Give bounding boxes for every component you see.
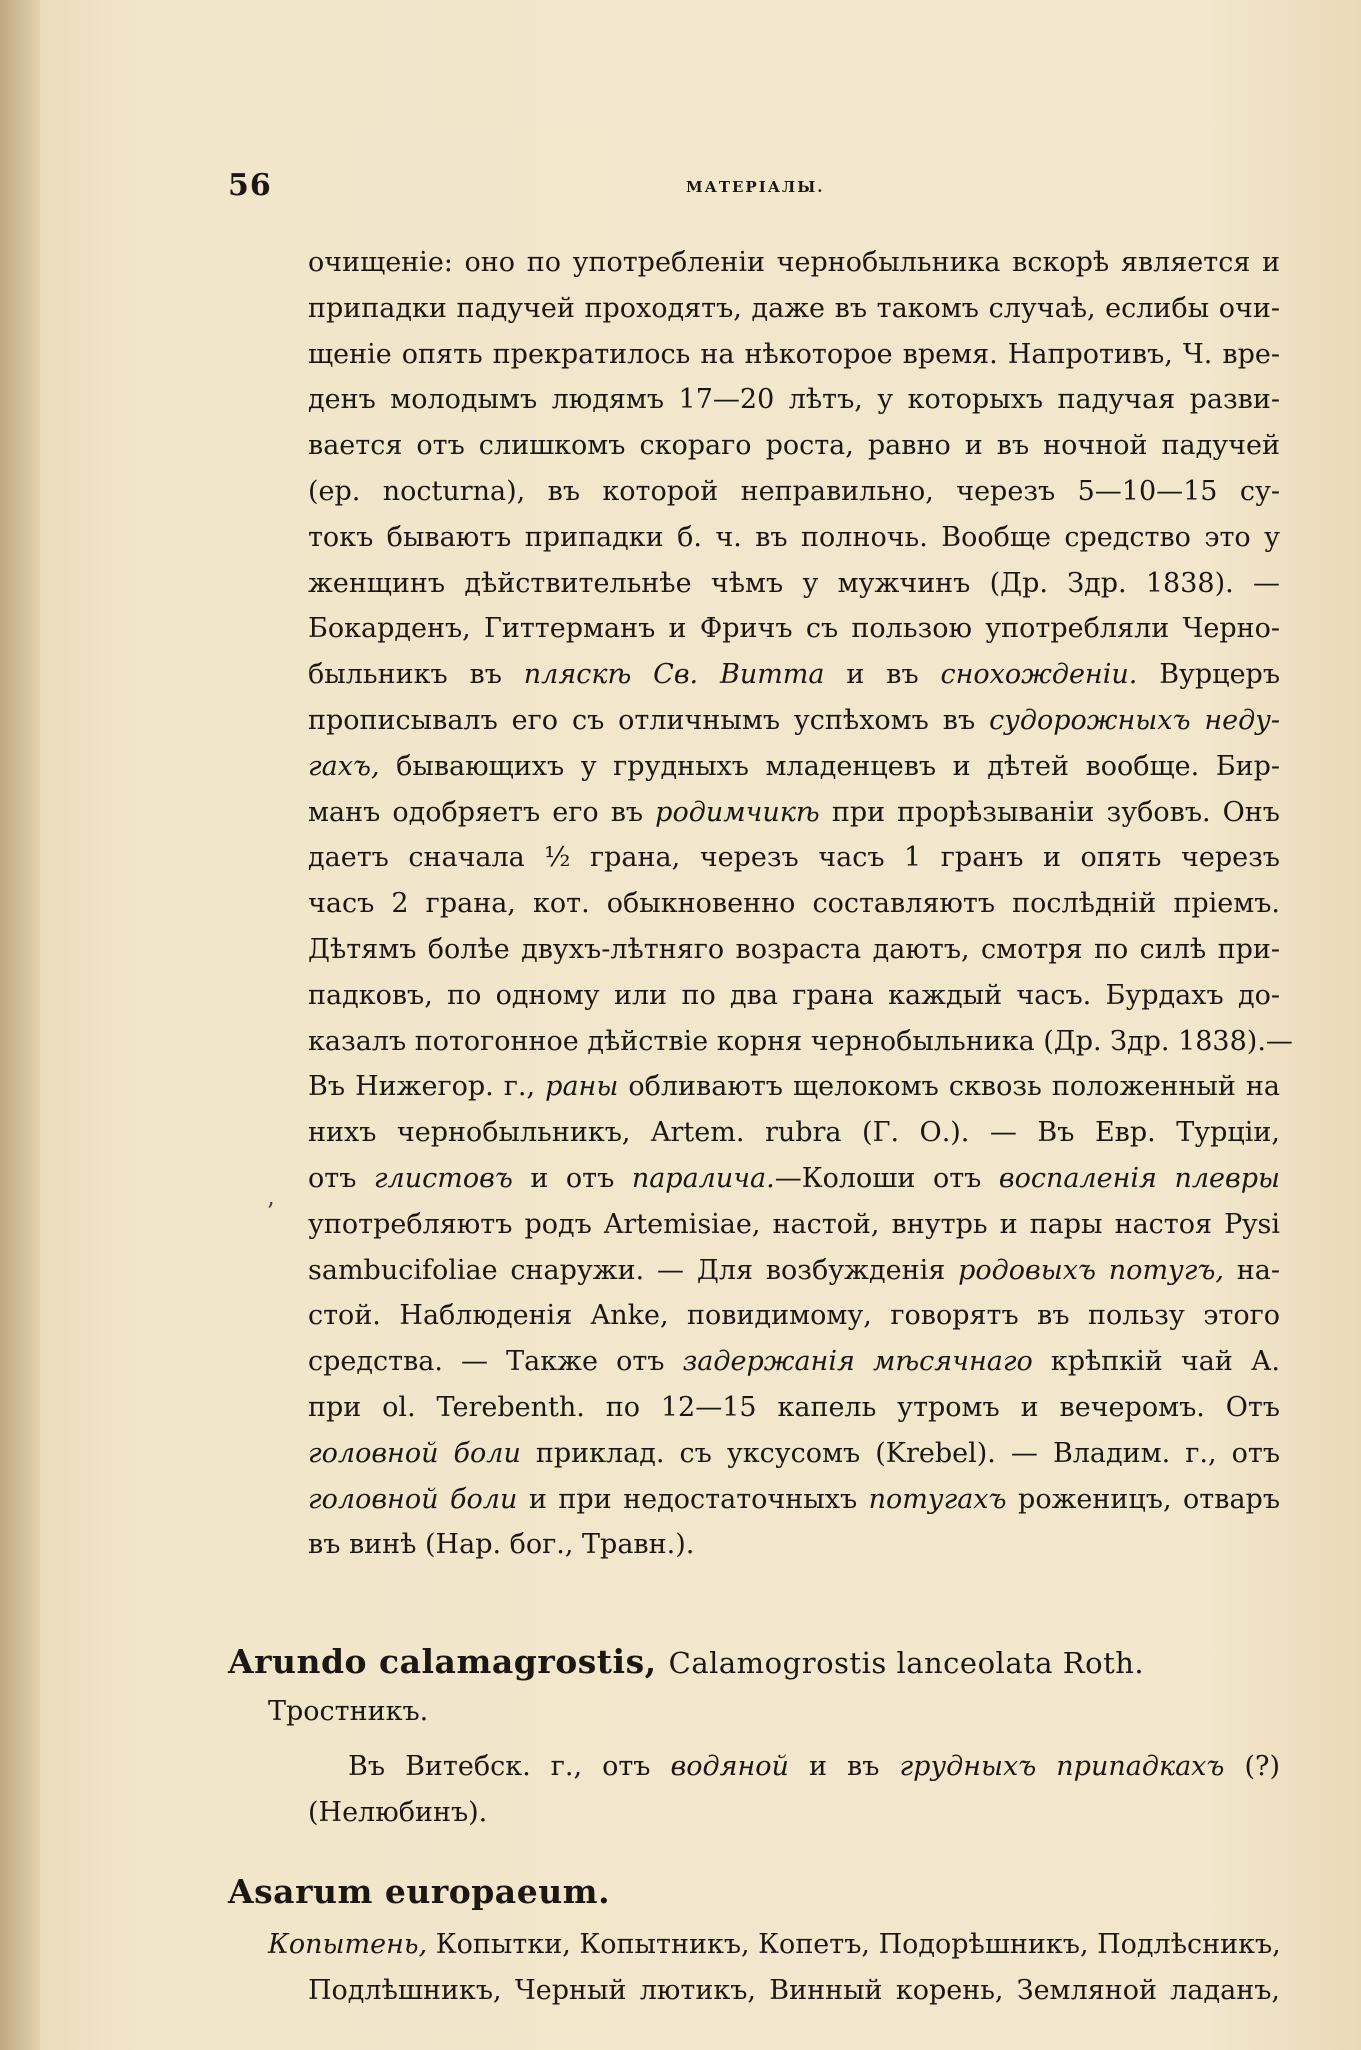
entry-text-line: Копытень, Копытки, Копытникъ, Копетъ, Подорѣшникъ, Подлѣсникъ, — [268, 1929, 1281, 1960]
text-line: очищеніе: оно по употребленіи чернобыльника вскорѣ является и — [308, 247, 1280, 278]
text-line: щеніе опять прекратилось на нѣкоторое время. Напротивъ, Ч. вре- — [308, 338, 1280, 370]
text-line: прописывалъ его съ отличнымъ успѣхомъ въ судорожныхъ неду- — [308, 704, 1281, 736]
text-line: часъ 2 грана, кот. обыкновенно составляютъ послѣдній пріемъ. — [308, 888, 1280, 920]
entry-text-line: Подлѣшникъ, Черный лютикъ, Винный корень, Земляной ладанъ, — [308, 1975, 1280, 2006]
italic-term: водяной — [670, 1751, 789, 1782]
text-line: въ винѣ (Нар. бог., Травн.). — [308, 1529, 695, 1561]
text-line: Бокарденъ, Гиттерманъ и Фричъ съ пользою употребляли Черно- — [308, 613, 1280, 645]
entry-title-arundo — [228, 1642, 1144, 1681]
italic-term: гахъ, — [308, 750, 380, 782]
italic-term: головной боли — [308, 1483, 518, 1515]
italic-term: родимчикѣ — [655, 796, 820, 828]
entry-latin-name: Asarum europaeum. — [228, 1872, 611, 1911]
entry-title-asarum — [228, 1872, 610, 1911]
italic-term: пляскѣ Св. Витта — [523, 659, 825, 691]
text-line: головной боли и при недостаточныхъ потугахъ роженицъ, отваръ — [308, 1483, 1281, 1515]
italic-term: глистовъ — [373, 1162, 513, 1194]
text-line: sambucifoliae снаружи. — Для возбужденія родовыхъ потугъ, на- — [308, 1254, 1280, 1286]
entry-common-name: Тростникъ. — [268, 1696, 429, 1727]
entry-synonym: Calamogrostis lanceolata Roth. — [668, 1646, 1145, 1680]
text-line: средства. — Также отъ задержанія мѣсячнаго крѣпкій чай А. — [308, 1346, 1280, 1378]
italic-term: головной боли — [308, 1437, 521, 1469]
italic-term: родовыхъ потугъ, — [958, 1254, 1224, 1286]
main-paragraph — [308, 240, 1293, 1568]
text-line: денъ молодымъ людямъ 17—20 лѣтъ, у которыхъ падучая разви- — [308, 384, 1280, 416]
text-line: гахъ, бывающихъ у грудныхъ младенцевъ и дѣтей вообще. Бир- — [308, 750, 1280, 782]
text-line: при ol. Terebenth. по 12—15 капель утромъ и вечеромъ. Отъ — [308, 1391, 1280, 1423]
running-head: МАТЕРІАЛЫ. — [686, 178, 825, 196]
margin-mark: ʼ — [266, 1198, 274, 1226]
entry-text-line: (Нелюбинъ). — [308, 1797, 488, 1828]
entry-latin-name: Arundo calamagrostis, — [228, 1642, 657, 1681]
text-line: употребляютъ родъ Artemisiae, настой, внутрь и пары настоя Pysi — [308, 1208, 1280, 1240]
text-line: казалъ потогонное дѣйствіе корня чернобыльника (Др. Здр. 1838).— — [308, 1025, 1293, 1057]
text-line: Въ Нижегор. г., раны обливаютъ щелокомъ сквозь положенный на — [308, 1071, 1280, 1103]
entry-body-asarum — [268, 1922, 1280, 2014]
text-line: манъ одобряетъ его въ родимчикѣ при прорѣзываніи зубовъ. Онъ — [308, 796, 1280, 828]
page-number: 56 — [228, 168, 272, 203]
italic-term: задержанія мѣсячнаго — [682, 1346, 1033, 1378]
book-spine-shadow — [0, 0, 40, 2050]
text-line: отъ глистовъ и отъ паралича.—Колоши отъ воспаленія плевры — [308, 1162, 1280, 1194]
entry-body-arundo — [308, 1744, 1280, 1836]
italic-term: раны — [545, 1071, 619, 1103]
italic-term: грудныхъ припадкахъ — [899, 1751, 1225, 1782]
entry-text-line: Въ Витебск. г., отъ водяной и въ грудныхъ припадкахъ (?) — [348, 1751, 1280, 1782]
italic-term: судорожныхъ неду- — [989, 704, 1281, 736]
text-line: токъ бываютъ припадки б. ч. въ полночь. Вообще средство это у — [308, 521, 1280, 553]
italic-term: потугахъ — [868, 1483, 1007, 1515]
text-line: головной боли приклад. съ уксусомъ (Krebel). — Владим. г., отъ — [308, 1437, 1280, 1469]
text-line: вается отъ слишкомъ скораго роста, равно и въ ночной падучей — [308, 430, 1280, 462]
text-line: (ер. nocturna), въ которой неправильно, черезъ 5—10—15 су- — [308, 475, 1280, 507]
text-line: стой. Наблюденія Anke, повидимому, говорятъ въ пользу этого — [308, 1300, 1280, 1332]
text-line: даетъ сначала ½ грана, черезъ часъ 1 гранъ и опять черезъ — [308, 842, 1280, 874]
text-line: нихъ чернобыльникъ, Artem. rubra (Г. О.). — Въ Евр. Турціи, — [308, 1117, 1280, 1149]
text-line: припадки падучей проходятъ, даже въ такомъ случаѣ, еслибы очи- — [308, 292, 1280, 324]
text-line: быльникъ въ пляскѣ Св. Витта и въ снохожденіи. Вурцеръ — [308, 659, 1281, 691]
text-line: Дѣтямъ болѣе двухъ-лѣтняго возраста даютъ, смотря по силѣ при- — [308, 933, 1280, 965]
italic-term: паралича. — [631, 1162, 775, 1194]
italic-term: воспаленія плевры — [998, 1162, 1280, 1194]
italic-term: снохожденіи. — [940, 659, 1138, 691]
text-line: падковъ, по одному или по два грана каждый часъ. Бурдахъ до- — [308, 979, 1280, 1011]
italic-term: Копытень, — [268, 1929, 428, 1960]
text-line: женщинъ дѣйствительнѣе чѣмъ у мужчинъ (Др. Здр. 1838). — — [308, 567, 1280, 599]
